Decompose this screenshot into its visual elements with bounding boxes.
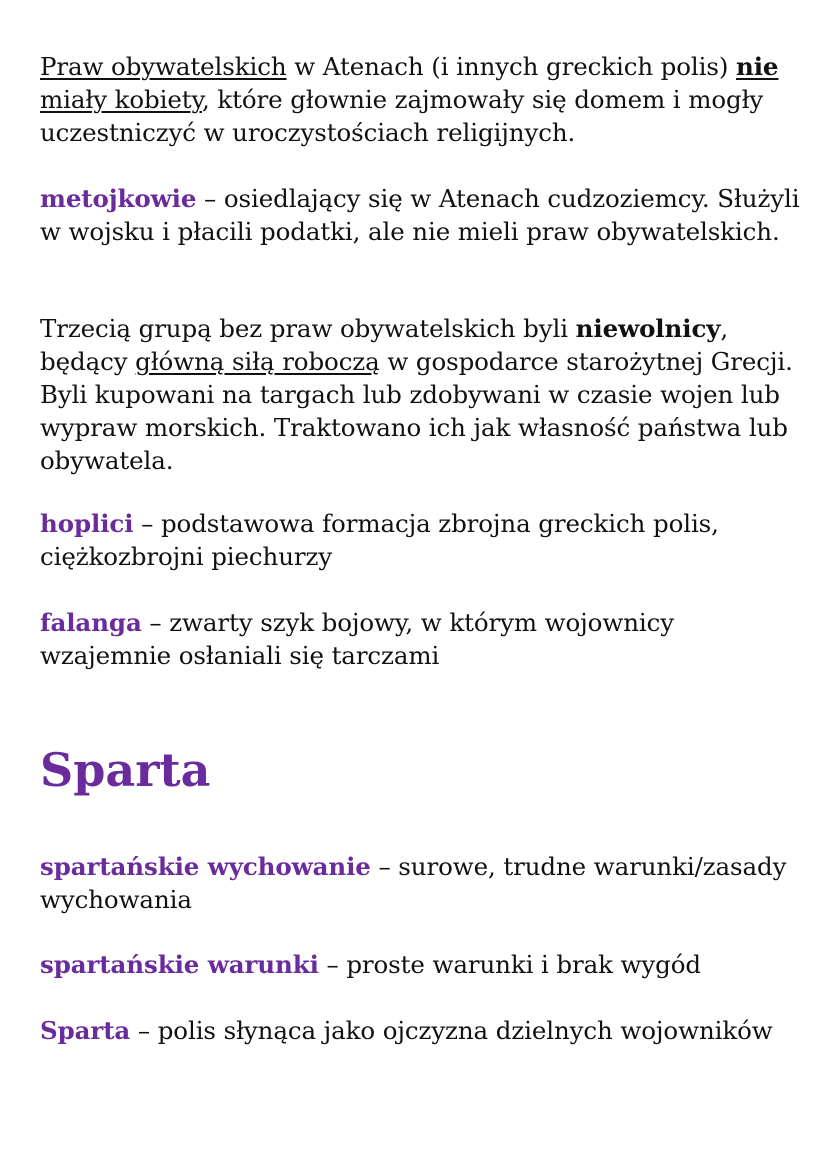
underlined-phrase: Praw obywatelskich: [40, 52, 287, 81]
definition-metojkowie: [40, 182, 810, 248]
definition-sparta: [40, 1014, 773, 1047]
definition-text: – proste warunki i brak wygód: [318, 950, 701, 979]
definition-text: – zwarty szyk bojowy, w którym wojownicy wzajemnie osłaniali się tarczami: [40, 608, 674, 670]
paragraph-slaves: [40, 312, 810, 477]
text-span: Trzecią grupą bez praw obywatelskich byli: [40, 314, 576, 343]
definition-spartan-upbringing: [40, 850, 810, 916]
definition-text: – surowe, trudne warunki/zasady wychowania: [40, 852, 787, 914]
paragraph-women-rights: [40, 50, 810, 149]
term: hoplici: [40, 509, 134, 538]
term: Sparta: [40, 1016, 131, 1045]
definition-hoplici: [40, 507, 810, 573]
term: spartańskie wychowanie: [40, 852, 371, 881]
definition-text: – podstawowa formacja zbrojna greckich polis, ciężkozbrojni piechurzy: [40, 509, 719, 571]
definition-falanga: [40, 606, 810, 672]
definition-text: – osiedlający się w Atenach cudzoziemcy. Służyli w wojsku i płacili podatki, ale nie mieli praw obywatelskich.: [40, 184, 800, 246]
term: falanga: [40, 608, 142, 637]
emphasis-word: nie: [736, 52, 779, 81]
underlined-phrase: główną siłą roboczą: [135, 347, 380, 376]
term: spartańskie warunki: [40, 950, 319, 979]
text-span: w Atenach (i innych greckich polis): [286, 52, 737, 81]
underlined-phrase: miały kobiety: [40, 85, 202, 114]
definition-text: – polis słynąca jako ojczyzna dzielnych wojowników: [130, 1016, 773, 1045]
text-span: , będący: [40, 314, 729, 376]
definition-spartan-conditions: [40, 948, 701, 981]
text-span: , które głownie zajmowały się domem i mogły uczestniczyć w uroczystościach religijnych.: [40, 85, 764, 147]
emphasis-word: niewolnicy: [575, 314, 721, 343]
text-span: w gospodarce starożytnej Grecji. Byli kupowani na targach lub zdobywani w czasie wojen lub wypraw morskich. Traktowano ich jak własność państwa lub obywatela.: [40, 347, 793, 475]
section-heading: Sparta: [40, 743, 211, 797]
term: metojkowie: [40, 184, 197, 213]
